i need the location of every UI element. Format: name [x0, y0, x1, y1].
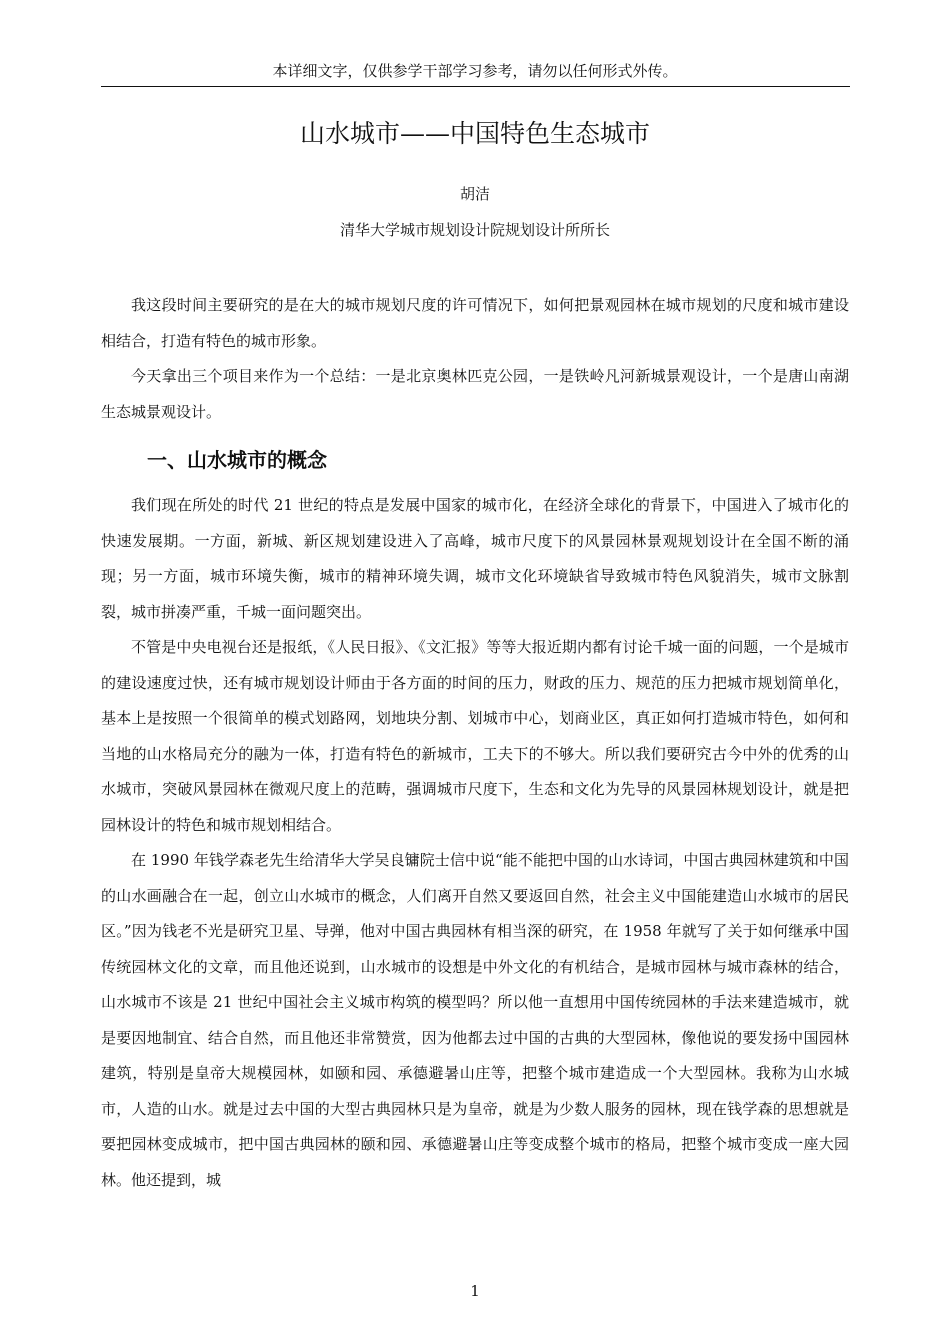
header-divider	[101, 86, 850, 87]
intro-paragraph: 我这段时间主要研究的是在大的城市规划尺度的许可情况下，如何把景观园林在城市规划的尺度和城市建设相结合，打造有特色的城市形象。	[101, 296, 849, 350]
header-note: 本详细文字，仅供参学干部学习参考，请勿以任何形式外传。	[272, 62, 678, 80]
document-title: 山水城市——中国特色生态城市	[299, 119, 650, 148]
author-name: 胡洁	[459, 185, 490, 203]
document-body	[101, 288, 849, 1198]
section-heading: 一、山水城市的概念	[147, 448, 327, 472]
body-paragraph: 我们现在所处的时代 21 世纪的特点是发展中国家的城市化，在经济全球化的背景下，中国进入了城市化的快速发展期。一方面，新城、新区规划建设进入了高峰，城市尺度下的风景园林景观规划设计在全国不断的涌现；另一方面，城市环境失衡，城市的精神环境失调，城市文化环境缺省导致城市特色风貌消失，城市文脉割裂，城市拼凑严重，千城一面问题突出。	[101, 496, 849, 621]
body-paragraph: 不管是中央电视台还是报纸，《人民日报》、《文汇报》等等大报近期内都有讨论千城一面的问题，一个是城市的建设速度过快，还有城市规划设计师由于各方面的时间的压力，财政的压力、规范的压力把城市规划简单化，基本上是按照一个很简单的模式划路网，划地块分割、划城市中心，划商业区，真正如何打造城市特色，如何和当地的山水格局充分的融为一体，打造有特色的新城市，工夫下的不够大。所以我们要研究古今中外的优秀的山水城市，突破风景园林在微观尺度上的范畴，强调城市尺度下，生态和文化为先导的风景园林规划设计，就是把园林设计的特色和城市规划相结合。	[101, 638, 849, 834]
body-paragraph: 在 1990 年钱学森老先生给清华大学吴良镛院士信中说“能不能把中国的山水诗词，中国古典园林建筑和中国的山水画融合在一起，创立山水城市的概念，人们离开自然又要返回自然，社会主义中国能建造山水城市的居民区。”因为钱老不光是研究卫星、导弹，他对中国古典园林有相当深的研究，在 1958 年就写了关于如何继承中国传统园林文化的文章，而且他还说到，山水城市的设想是中外文化的有机结合，是城市园林与城市森林的结合，山水城市不该是 21 世纪中国社会主义城市构筑的模型吗？所以他一直想用中国传统园林的手法来建造城市，就是要因地制宜、结合自然，而且他还非常赞赏，因为他都去过中国的古典的大型园林，像他说的要发扬中国园林建筑，特别是皇帝大规模园林，如颐和园、承德避暑山庄等，把整个城市建造成一个大型园林。我称为山水城市，人造的山水。就是过去中国的大型古典园林只是为皇帝，就是为少数人服务的园林，现在钱学森的思想就是要把园林变成城市，把中国古典园林的颐和园、承德避暑山庄等变成整个城市的格局，把整个城市变成一座大园林。他还提到，城	[101, 851, 849, 1189]
author-affiliation: 清华大学城市规划设计院规划设计所所长	[339, 221, 610, 239]
intro-paragraph: 今天拿出三个项目来作为一个总结：一是北京奥林匹克公园，一是铁岭凡河新城景观设计，一个是唐山南湖生态城景观设计。	[101, 367, 849, 421]
page-number: 1	[470, 1282, 480, 1300]
